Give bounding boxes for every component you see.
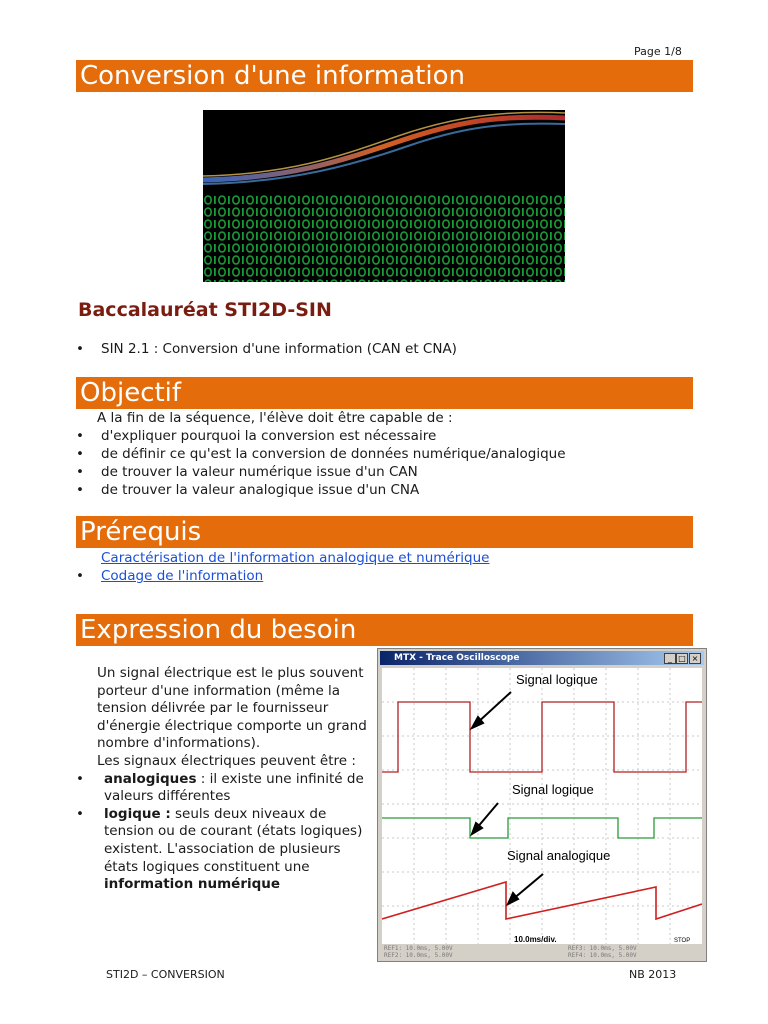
bullet: •	[76, 428, 84, 444]
list-item	[76, 805, 367, 894]
besoin-paragraph: Un signal électrique est le plus souvent porteur d'une information (même la tension délivrée par le fournisseur d'énergie électrique comporte un grand nombre d'informations).	[97, 665, 367, 752]
bullet: •	[76, 482, 84, 498]
signal-label-3: Signal analogique	[507, 848, 611, 863]
oscilloscope-title: MTX - Trace Oscilloscope	[380, 651, 704, 665]
objectif-item: de trouver la valeur numérique issue d'un CAN	[101, 464, 418, 480]
bullet: •	[76, 805, 84, 822]
logic-term-numeric: information numérique	[104, 876, 281, 893]
page-number: Page 1/8	[634, 45, 682, 58]
bullet: •	[76, 770, 84, 787]
page-title: Conversion d'une information	[76, 60, 693, 92]
status-ref4: REF4: 10.0ms, 5.00V	[568, 952, 637, 959]
binary-wave-illustration	[203, 110, 565, 282]
objectif-item: de définir ce qu'est la conversion de données numérique/analogique	[101, 446, 566, 462]
stop-label: STOP	[674, 938, 691, 944]
analog-desc: : il existe une infinité de valeurs différentes	[104, 770, 364, 805]
section-heading-prerequis: Prérequis	[76, 516, 693, 548]
signal-types-list	[76, 770, 367, 894]
bullet: •	[76, 341, 84, 357]
bullet: •	[76, 568, 84, 584]
status-ref1: REF1: 10.0ms, 5.00V	[384, 945, 453, 952]
section-heading-besoin: Expression du besoin	[76, 614, 693, 646]
hero-image	[203, 110, 565, 282]
analog-term: analogiques	[104, 770, 197, 787]
footer-right: NB 2013	[629, 968, 677, 981]
close-icon: ×	[689, 653, 701, 664]
subtitle: Baccalauréat STI2D-SIN	[78, 299, 332, 321]
minimize-icon: _	[664, 653, 676, 664]
sin-item: SIN 2.1 : Conversion d'une information (CAN et CNA)	[101, 341, 457, 357]
list-item	[76, 770, 367, 806]
prerequis-link-caracterisation[interactable]: Caractérisation de l'information analogique et numérique	[101, 550, 490, 566]
oscilloscope-status	[382, 945, 702, 959]
prerequis-link-codage[interactable]: Codage de l'information	[101, 568, 264, 584]
status-ref3: REF3: 10.0ms, 5.00V	[568, 945, 637, 952]
signal-label-1: Signal logique	[516, 672, 598, 687]
timebase-label: 10.0ms/div.	[514, 935, 557, 944]
objectif-item: d'expliquer pourquoi la conversion est nécessaire	[101, 428, 437, 444]
bullet: •	[76, 446, 84, 462]
maximize-icon: □	[676, 653, 688, 664]
besoin-paragraph: Les signaux électriques peuvent être :	[97, 752, 356, 769]
footer-left: STI2D – CONVERSION	[106, 968, 225, 981]
logic-desc: seuls deux niveaux de tension ou de courant (états logiques) existent. L'association de plusieurs états logiques constituent une	[104, 805, 363, 875]
logic-term: logique :	[104, 805, 171, 822]
signal-label-2: Signal logique	[512, 782, 594, 797]
objectif-intro: A la fin de la séquence, l'élève doit être capable de :	[97, 410, 453, 426]
bullet: •	[76, 464, 84, 480]
status-ref2: REF2: 10.0ms, 5.00V	[384, 952, 453, 959]
oscilloscope-screen	[382, 668, 702, 944]
besoin-text	[76, 665, 367, 894]
objectif-item: de trouver la valeur analogique issue d'un CNA	[101, 482, 420, 498]
oscilloscope-window	[377, 648, 707, 962]
oscilloscope-traces	[382, 668, 702, 944]
section-heading-objectif: Objectif	[76, 377, 693, 409]
